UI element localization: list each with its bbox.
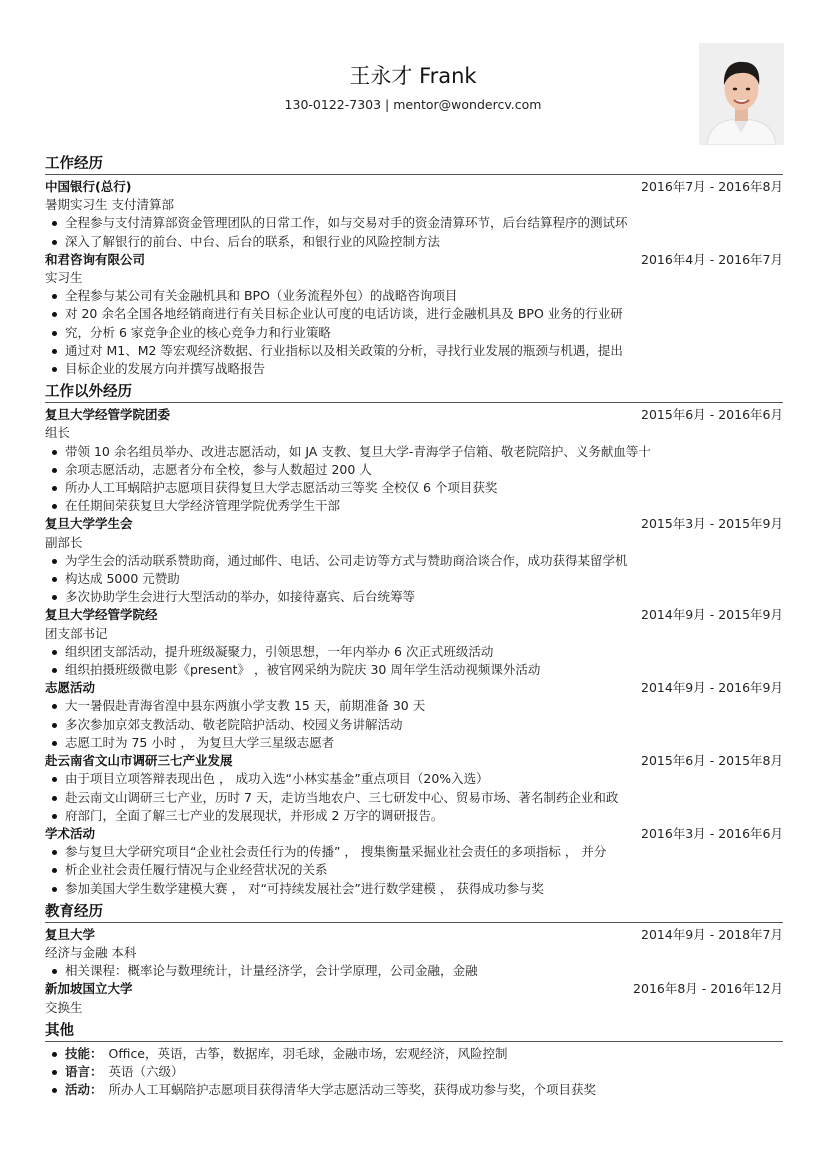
bullet-item: 究，分析 6 家竞争企业的核心竞争力和行业策略 (45, 324, 783, 342)
activity-item (45, 1081, 783, 1099)
entry-date: 2016年7月 - 2016年8月 (641, 179, 783, 194)
contact-info: 130-0122-7303 | mentor@wondercv.com (284, 97, 542, 112)
entry-org: 赴云南省文山市调研三七产业发展 (45, 753, 233, 769)
section-title-work: 工作经历 (45, 155, 783, 175)
entry-role: 实习生 (45, 270, 83, 286)
entry-org: 复旦大学学生会 (45, 516, 133, 532)
language-item (45, 1063, 783, 1081)
language-label: 语言： (65, 1063, 103, 1079)
language-value: 英语（六级） (108, 1063, 184, 1079)
section-title-education: 教育经历 (45, 903, 783, 923)
education-entry (45, 926, 783, 981)
bullet-item: 由于项目立项答辩表现出色 ， 成功入选“小林实基金”重点项目（20%入选） (45, 770, 783, 788)
entry-org: 复旦大学 (45, 926, 96, 942)
entry-role: 组长 (45, 425, 71, 441)
bullet-item: 为学生会的活动联系赞助商，通过邮件、电话、公司走访等方式与赞助商洽谈合作，成功获得某留学机 (45, 552, 783, 570)
bullet-item: 相关课程：概率论与数理统计，计量经济学，会计学原理，公司金融，金融 (45, 962, 783, 980)
entry-date: 2015年6月 - 2016年6月 (641, 407, 783, 423)
extra-entry (45, 515, 783, 606)
activity-value: 所办人工耳蜗陪护志愿项目获得清华大学志愿活动三等奖，获得成功参与奖，个项目获奖 (108, 1082, 597, 1098)
bullet-item: 带领 10 余名组员举办、改进志愿活动，如 JA 支教、复旦大学-青海学子信箱、敬老院陪护、义务献血等十 (45, 443, 783, 461)
bullet-item: 在任期间荣获复旦大学经济管理学院优秀学生干部 (45, 497, 783, 515)
activity-label: 活动： (65, 1082, 103, 1098)
bullet-item: 组织团支部活动，提升班级凝聚力，引领思想，一年内举办 6 次正式班级活动 (45, 643, 783, 661)
profile-photo (699, 43, 784, 145)
extra-entry (45, 406, 783, 515)
entry-date: 2016年3月 - 2016年6月 (641, 825, 783, 841)
entry-org: 复旦大学经管学院团委 (45, 407, 171, 423)
entry-org: 新加坡国立大学 (45, 981, 133, 997)
resume-name: 王永才 Frank (349, 64, 477, 88)
bullet-item: 志愿工时为 75 小时 ， 为复旦大学三星级志愿者 (45, 734, 783, 752)
bullet-item: 析企业社会责任履行情况与企业经营状况的关系 (45, 861, 783, 879)
entry-date: 2016年8月 - 2016年12月 (633, 981, 783, 997)
entry-role: 暑期实习生 支付清算部 (45, 197, 174, 213)
bullet-item: 构达成 5000 元赞助 (45, 570, 783, 588)
entry-org: 中国银行(总行) (45, 179, 132, 194)
section-title-other: 其他 (45, 1022, 783, 1042)
entry-org: 和君咨询有限公司 (45, 251, 146, 267)
bullet-item: 组织拍摄班级微电影《present》 ，被官网采纳为院庆 30 周年学生活动视频课外活动 (45, 661, 783, 679)
entry-date: 2014年9月 - 2016年9月 (641, 680, 783, 696)
bullet-item: 参加美国大学生数学建模大赛 ， 对“可持续发展社会”进行数学建模 ， 获得成功参与奖 (45, 880, 783, 898)
education-entry (45, 980, 783, 1016)
skills-label: 技能： (65, 1045, 103, 1061)
entry-org: 志愿活动 (45, 680, 96, 696)
bullet-item: 大一暑假赴青海省湟中县东两旗小学支教 15 天，前期准备 30 天 (45, 697, 783, 715)
entry-date: 2015年3月 - 2015年9月 (641, 516, 783, 532)
entry-role: 交换生 (45, 999, 83, 1015)
bullet-item: 目标企业的发展方向并撰写战略报告 (45, 360, 783, 378)
extra-entry (45, 606, 783, 679)
skills-value: Office，英语，古筝，数据库，羽毛球，金融市场，宏观经济，风险控制 (108, 1045, 508, 1061)
bullet-item: 多次协助学生会进行大型活动的举办，如接待嘉宾、后台统筹等 (45, 588, 783, 606)
extra-entry (45, 752, 783, 825)
entry-date: 2015年6月 - 2015年8月 (641, 753, 783, 769)
bullet-item: 余项志愿活动，志愿者分布全校，参与人数超过 200 人 (45, 461, 783, 479)
extra-entry (45, 679, 783, 752)
bullet-item: 全程参与支付清算部资金管理团队的日常工作，如与交易对手的资金清算环节，后台结算程序的测试环 (45, 214, 783, 232)
bullet-item: 对 20 余名全国各地经销商进行有关目标企业认可度的电话访谈，进行金融机具及 BPO 业务的行业研 (45, 305, 783, 323)
work-entry (45, 251, 783, 378)
entry-org: 学术活动 (45, 825, 96, 841)
bullet-item: 深入了解银行的前台、中台、后台的联系，和银行业的风险控制方法 (45, 233, 783, 251)
bullet-item: 通过对 M1、M2 等宏观经济数据、行业指标以及相关政策的分析，寻找行业发展的瓶颈与机遇，提出 (45, 342, 783, 360)
skills-item (45, 1045, 783, 1063)
entry-date: 2016年4月 - 2016年7月 (641, 251, 783, 267)
entry-role: 经济与金融 本科 (45, 944, 137, 960)
bullet-item: 赴云南文山调研三七产业，历时 7 天，走访当地农户、三七研发中心、贸易市场、著名制药企业和政 (45, 789, 783, 807)
extra-entry (45, 825, 783, 898)
entry-role: 团支部书记 (45, 625, 108, 641)
bullet-item: 全程参与某公司有关金融机具和 BPO（业务流程外包）的战略咨询项目 (45, 287, 783, 305)
other-list (45, 1045, 783, 1100)
resume-content (45, 150, 783, 1099)
bullet-item: 多次参加京郊支教活动、敬老院陪护活动、校园义务讲解活动 (45, 716, 783, 734)
portrait-image (699, 43, 784, 145)
bullet-item: 参与复旦大学研究项目“企业社会责任行为的传播” ， 搜集衡量采掘业社会责任的多项指标 ， 并分 (45, 843, 783, 861)
bullet-item: 所办人工耳蜗陪护志愿项目获得复旦大学志愿活动三等奖 全校仅 6 个项目获奖 (45, 479, 783, 497)
entry-date: 2014年9月 - 2018年7月 (641, 926, 783, 942)
entry-role: 副部长 (45, 534, 83, 550)
entry-date: 2014年9月 - 2015年9月 (641, 607, 783, 623)
bullet-item: 府部门，全面了解三七产业的发展现状，并形成 2 万字的调研报告。 (45, 807, 783, 825)
section-title-extra: 工作以外经历 (45, 383, 783, 403)
work-entry (45, 178, 783, 251)
entry-org: 复旦大学经管学院经 (45, 607, 158, 623)
